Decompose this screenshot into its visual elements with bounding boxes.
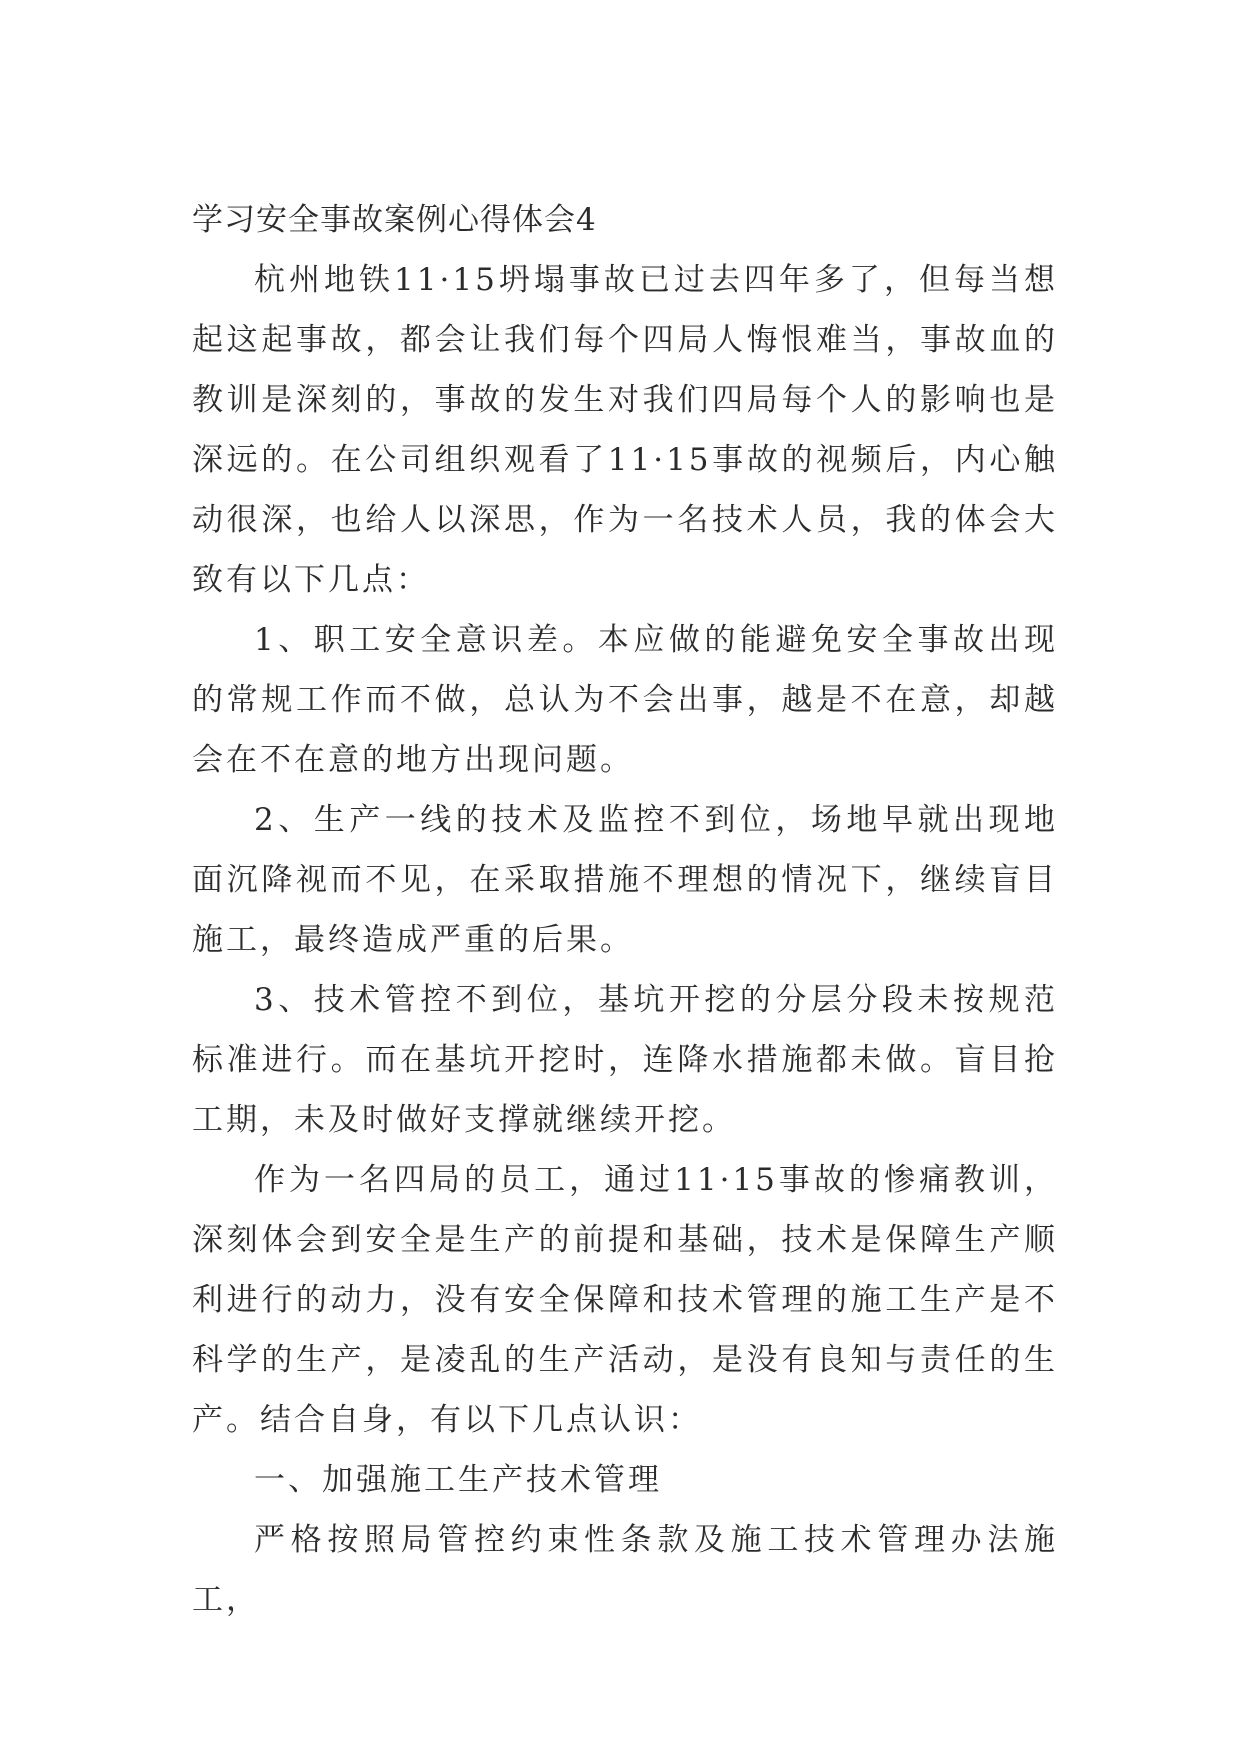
- paragraph-summary: 作为一名四局的员工，通过11·15事故的惨痛教训，深刻体会到安全是生产的前提和基础，技术是保障生产顺利进行的动力，没有安全保障和技术管理的施工生产是不科学的生产，是凌乱的生产活动，是没有良知与责任的生产。结合自身，有以下几点认识：: [192, 1162, 1058, 1438]
- document-title: 学习安全事故案例心得体会4: [192, 202, 597, 238]
- paragraph-point-3: 3、技术管控不到位，基坑开挖的分层分段未按规范标准进行。而在基坑开挖时，连降水措施都未做。盲目抢工期，未及时做好支撑就继续开挖。: [192, 982, 1058, 1138]
- paragraph-intro: 杭州地铁11·15坍塌事故已过去四年多了，但每当想起这起事故，都会让我们每个四局人悔恨难当，事故血的教训是深刻的，事故的发生对我们四局每个人的影响也是深远的。在公司组织观看了11·15事故的视频后，内心触动很深，也给人以深思，作为一名技术人员，我的体会大致有以下几点：: [192, 262, 1058, 598]
- paragraph-point-1: 1、职工安全意识差。本应做的能避免安全事故出现的常规工作而不做，总认为不会出事，越是不在意，却越会在不在意的地方出现问题。: [192, 622, 1058, 778]
- paragraph-point-2: 2、生产一线的技术及监控不到位，场地早就出现地面沉降视而不见，在采取措施不理想的情况下，继续盲目施工，最终造成严重的后果。: [192, 802, 1058, 958]
- paragraph-section-1: 严格按照局管控约束性条款及施工技术管理办法施工，: [192, 1522, 1058, 1618]
- document-body: [192, 190, 1058, 1630]
- section-heading-1: 一、加强施工生产技术管理: [254, 1462, 662, 1498]
